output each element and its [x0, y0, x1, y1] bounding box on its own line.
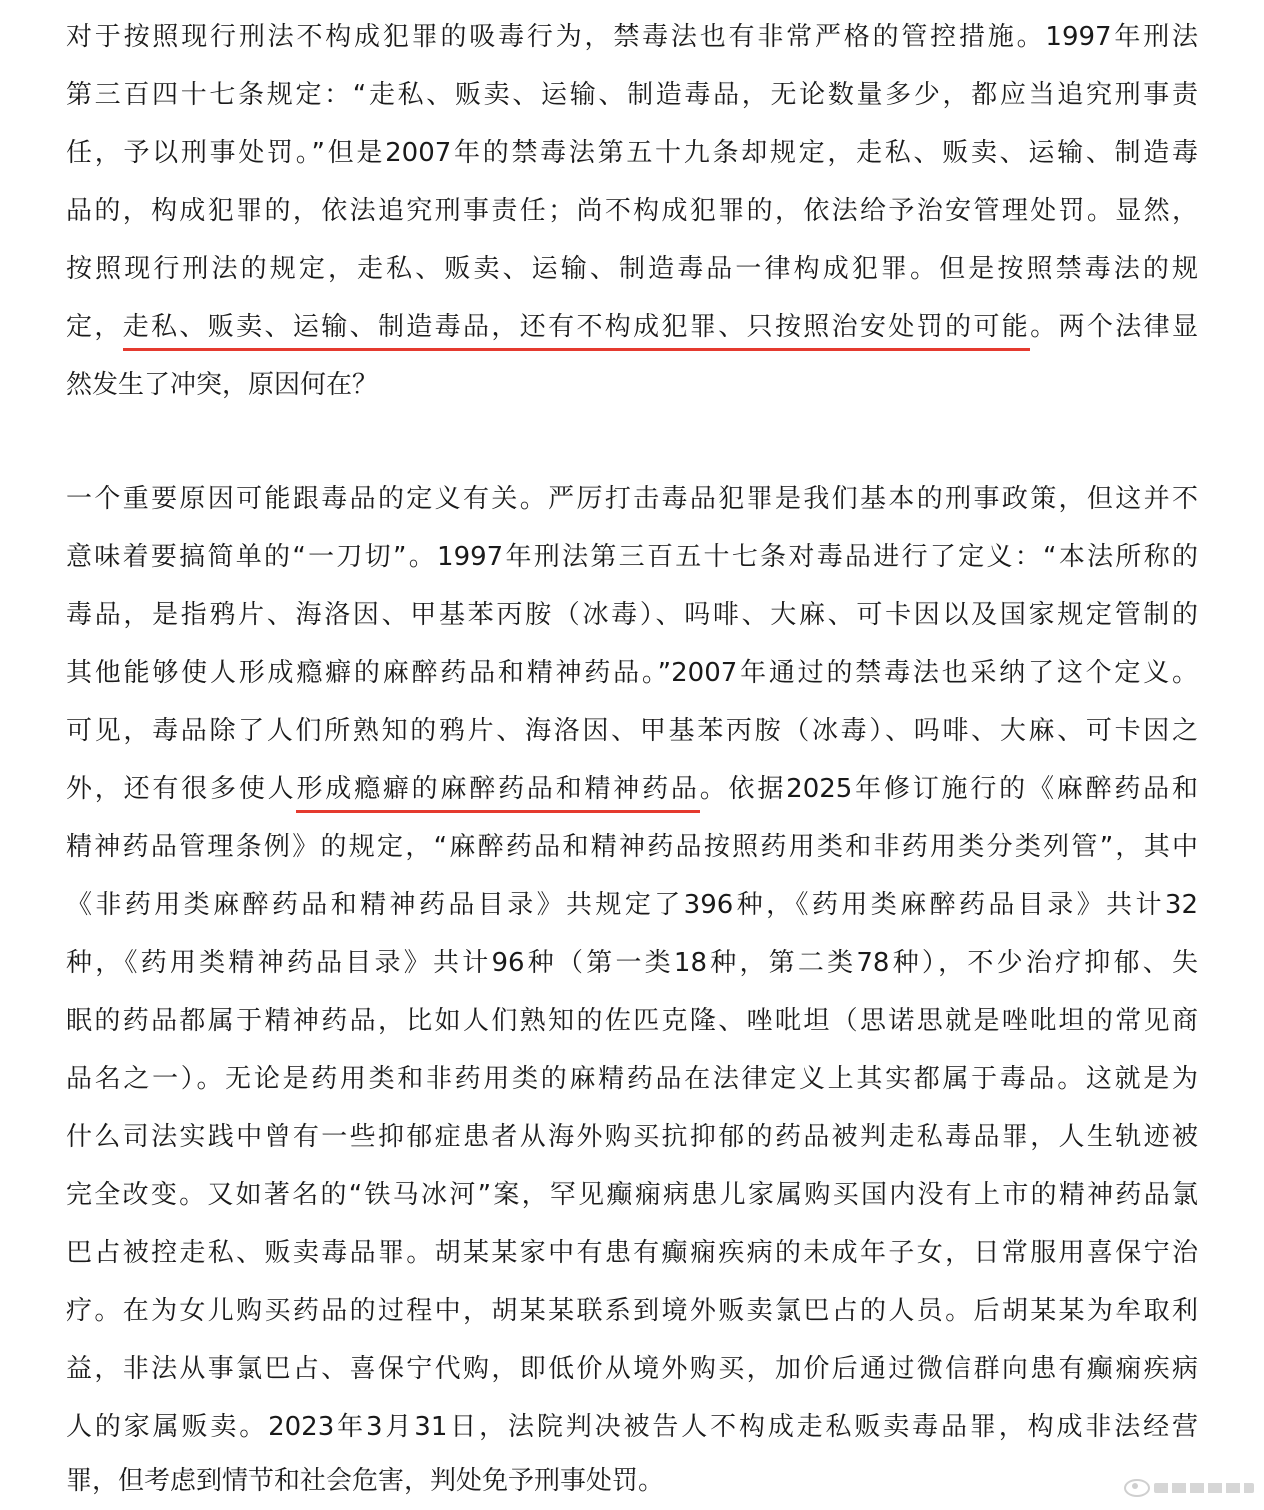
paragraph-1-line-6	[66, 298, 1198, 356]
paragraph-2-line-2: 意味着要搞简单的“一刀切”。1997年刑法第三百五十七条对毒品进行了定义：“本法所称的	[66, 542, 1198, 572]
watermark-text-mark	[1154, 1483, 1254, 1493]
paragraph-2-line-18: 罪，但考虑到情节和社会危害，判处免予刑事处罚。	[66, 1466, 665, 1496]
paragraph-1-line-5: 按照现行刑法的规定，走私、贩卖、运输、制造毒品一律构成犯罪。但是按照禁毒法的规	[66, 254, 1198, 284]
weibo-eye-icon	[1124, 1479, 1150, 1497]
paragraph-2-line-11: 品名之一）。无论是药用类和非药用类的麻精药品在法律定义上其实都属于毒品。这就是为	[66, 1064, 1198, 1094]
paragraph-2-line-15: 疗。在为女儿购买药品的过程中，胡某某联系到境外贩卖氯巴占的人员。后胡某某为牟取利	[66, 1296, 1198, 1326]
paragraph-2-line-16: 益，非法从事氯巴占、喜保宁代购，即低价从境外购买，加价后通过微信群向患有癫痫疾病	[66, 1354, 1198, 1384]
paragraph-1-line-1: 对于按照现行刑法不构成犯罪的吸毒行为，禁毒法也有非常严格的管控措施。1997年刑法	[66, 22, 1198, 52]
text-segment: 外，还有很多使人	[66, 774, 297, 804]
paragraph-1-line-3: 任，予以刑事处罚。”但是2007年的禁毒法第五十九条却规定，走私、贩卖、运输、制造毒	[66, 138, 1198, 168]
paragraph-2-line-13: 完全改变。又如著名的“铁马冰河”案，罕见癫痫病患儿家属购买国内没有上市的精神药品氯	[66, 1180, 1198, 1210]
paragraph-2-line-9: 种，《药用类精神药品目录》共计96种（第一类18种，第二类78种），不少治疗抑郁、失	[66, 948, 1198, 978]
text-segment: 。两个法律显	[1030, 312, 1198, 342]
paragraph-2-line-8: 《非药用类麻醉药品和精神药品目录》共规定了396种，《药用类麻醉药品目录》共计32	[66, 890, 1198, 920]
paragraph-1-line-4: 品的，构成犯罪的，依法追究刑事责任；尚不构成犯罪的，依法给予治安管理处罚。显然，	[66, 196, 1198, 226]
text-segment: 定，	[66, 312, 123, 342]
paragraph-2-line-4: 其他能够使人形成瘾癖的麻醉药品和精神药品。”2007年通过的禁毒法也采纳了这个定义。	[66, 658, 1198, 688]
paragraph-2-line-5: 可见，毒品除了人们所熟知的鸦片、海洛因、甲基苯丙胺（冰毒）、吗啡、大麻、可卡因之	[66, 716, 1198, 746]
paragraph-1-line-2: 第三百四十七条规定：“走私、贩卖、运输、制造毒品，无论数量多少，都应当追究刑事责	[66, 80, 1198, 110]
watermark-logo	[1124, 1470, 1254, 1506]
paragraph-2-line-7: 精神药品管理条例》的规定，“麻醉药品和精神药品按照药用类和非药用类分类列管”，其中	[66, 832, 1198, 862]
paragraph-2-line-10: 眠的药品都属于精神药品，比如人们熟知的佐匹克隆、唑吡坦（思诺思就是唑吡坦的常见商	[66, 1006, 1198, 1036]
paragraph-2-line-12: 什么司法实践中曾有一些抑郁症患者从海外购买抗抑郁的药品被判走私毒品罪，人生轨迹被	[66, 1122, 1198, 1152]
paragraph-1-line-7: 然发生了冲突，原因何在？	[66, 370, 379, 400]
highlighted-text: 形成瘾癖的麻醉药品和精神药品	[296, 774, 699, 813]
paragraph-2-line-1: 一个重要原因可能跟毒品的定义有关。严厉打击毒品犯罪是我们基本的刑事政策，但这并不	[66, 484, 1198, 514]
text-segment: 。依据2025年修订施行的《麻醉药品和	[699, 774, 1198, 804]
paragraph-2-line-17: 人的家属贩卖。2023年3月31日，法院判决被告人不构成走私贩卖毒品罪，构成非法经营	[66, 1412, 1198, 1442]
highlighted-text: 走私、贩卖、运输、制造毒品，还有不构成犯罪、只按照治安处罚的可能	[123, 312, 1030, 351]
paragraph-2-line-6	[66, 760, 1198, 818]
paragraph-2-line-14: 巴占被控走私、贩卖毒品罪。胡某某家中有患有癫痫疾病的未成年子女，日常服用喜保宁治	[66, 1238, 1198, 1268]
paragraph-2-line-3: 毒品，是指鸦片、海洛因、甲基苯丙胺（冰毒）、吗啡、大麻、可卡因以及国家规定管制的	[66, 600, 1198, 630]
